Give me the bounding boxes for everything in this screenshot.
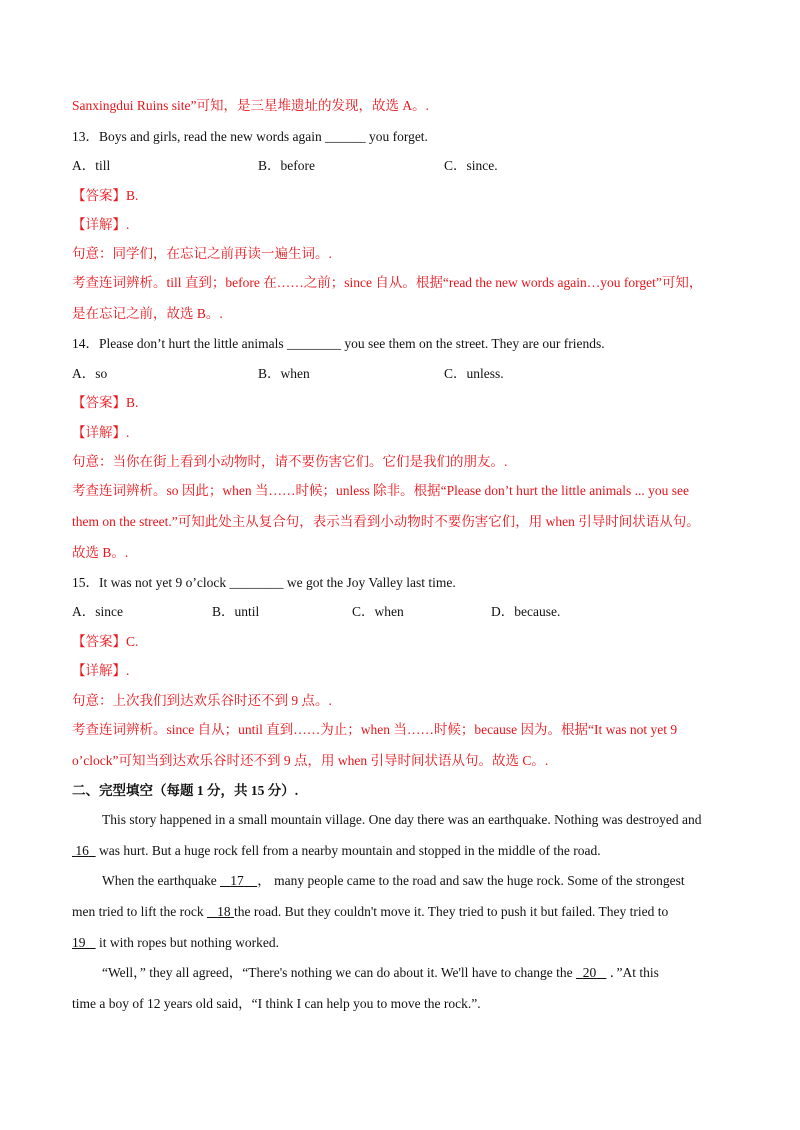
explanation-line: 考查连词辨析。till 直到；before 在……之前；since 自从。根据“read the new words again…you forget”可知，: [72, 275, 703, 290]
passage-text: was hurt. But a huge rock fell from a nearby mountain and stopped in the middle of the road.: [95, 843, 601, 858]
option-a: A．till: [72, 158, 111, 173]
question-13: 13．Boys and girls, read the new words again ______ you forget.: [72, 129, 428, 144]
passage-line: [72, 842, 732, 860]
passage-line: time a boy of 12 years old said，“I think I can help you to move the rock.”.: [72, 996, 481, 1011]
blank-17: 17: [230, 873, 244, 888]
blank-20: 20: [582, 965, 597, 980]
sentence-meaning: 句意：当你在街上看到小动物时，请不要伤害它们。它们是我们的朋友。.: [72, 454, 508, 469]
passage-text: ．”At this: [606, 965, 659, 980]
explanation-line: Sanxingdui Ruins site”可知，是三星堆遗址的发现，故选 A。.: [72, 98, 429, 113]
blank-19: 19: [72, 935, 86, 950]
passage-text: ， many people came to the road and saw the huge rock. Some of the strongest: [257, 873, 685, 888]
option-a: A．since: [72, 604, 123, 619]
explanation-line: 考查连词辨析。since 自从；until 直到……为止；when 当……时候；because 因为。根据“It was not yet 9: [72, 722, 678, 737]
option-c: C．when: [352, 604, 404, 619]
passage-text: it with ropes but nothing worked.: [95, 935, 279, 950]
passage-line: This story happened in a small mountain village. One day there was an earthquake. Nothing was destroyed and: [102, 812, 702, 827]
explanation-line: 考查连词辨析。so 因此；when 当……时候；unless 除非。根据“Please don’t hurt the little animals ... you see: [72, 483, 689, 498]
sentence-meaning: 句意：同学们，在忘记之前再读一遍生词。.: [72, 246, 332, 261]
passage-line: [72, 934, 732, 952]
explanation-line: o’clock”可知当到达欢乐谷时还不到 9 点，用 when 引导时间状语从句。故选 C。.: [72, 753, 549, 768]
option-c: C．since.: [444, 158, 498, 173]
passage-text: “Well，” they all agreed，“There's nothing we can do about it. We'll have to change the: [102, 965, 577, 980]
option-b: B．until: [212, 604, 260, 619]
explanation-line: 故选 B。.: [72, 545, 129, 560]
passage-text: the road. But they couldn't move it. They tried to push it but failed. They tried to: [233, 904, 669, 919]
section-title: 二、完型填空（每题 1 分，共 15 分）.: [72, 783, 299, 798]
answer-label: 【答案】C.: [72, 634, 139, 649]
option-b: B．when: [258, 366, 310, 381]
explanation-line: them on the street.”可知此处主从复合句，表示当看到小动物时不要伤害它们，用 when 引导时间状语从句。: [72, 514, 700, 529]
detail-label: 【详解】.: [72, 425, 130, 440]
detail-label: 【详解】.: [72, 217, 130, 232]
passage-line: [72, 903, 732, 921]
question-15: 15．It was not yet 9 o’clock ________ we got the Joy Valley last time.: [72, 575, 456, 590]
answer-label: 【答案】B.: [72, 188, 139, 203]
question-14: 14．Please don’t hurt the little animals ________ you see them on the street. They are our friends.: [72, 336, 605, 351]
detail-label: 【详解】.: [72, 663, 130, 678]
option-d: D．because.: [491, 604, 561, 619]
passage-text: When the earthquake: [102, 873, 221, 888]
option-a: A．so: [72, 366, 108, 381]
passage-line: [102, 872, 732, 890]
passage-line: [102, 964, 732, 982]
blank-16: 16: [75, 843, 89, 858]
sentence-meaning: 句意：上次我们到达欢乐谷时还不到 9 点。.: [72, 693, 332, 708]
option-c: C．unless.: [444, 366, 504, 381]
passage-text: men tried to lift the rock: [72, 904, 207, 919]
blank-18: 18: [217, 904, 231, 919]
answer-label: 【答案】B.: [72, 395, 139, 410]
explanation-line: 是在忘记之前，故选 B。.: [72, 306, 223, 321]
option-b: B．before: [258, 158, 315, 173]
